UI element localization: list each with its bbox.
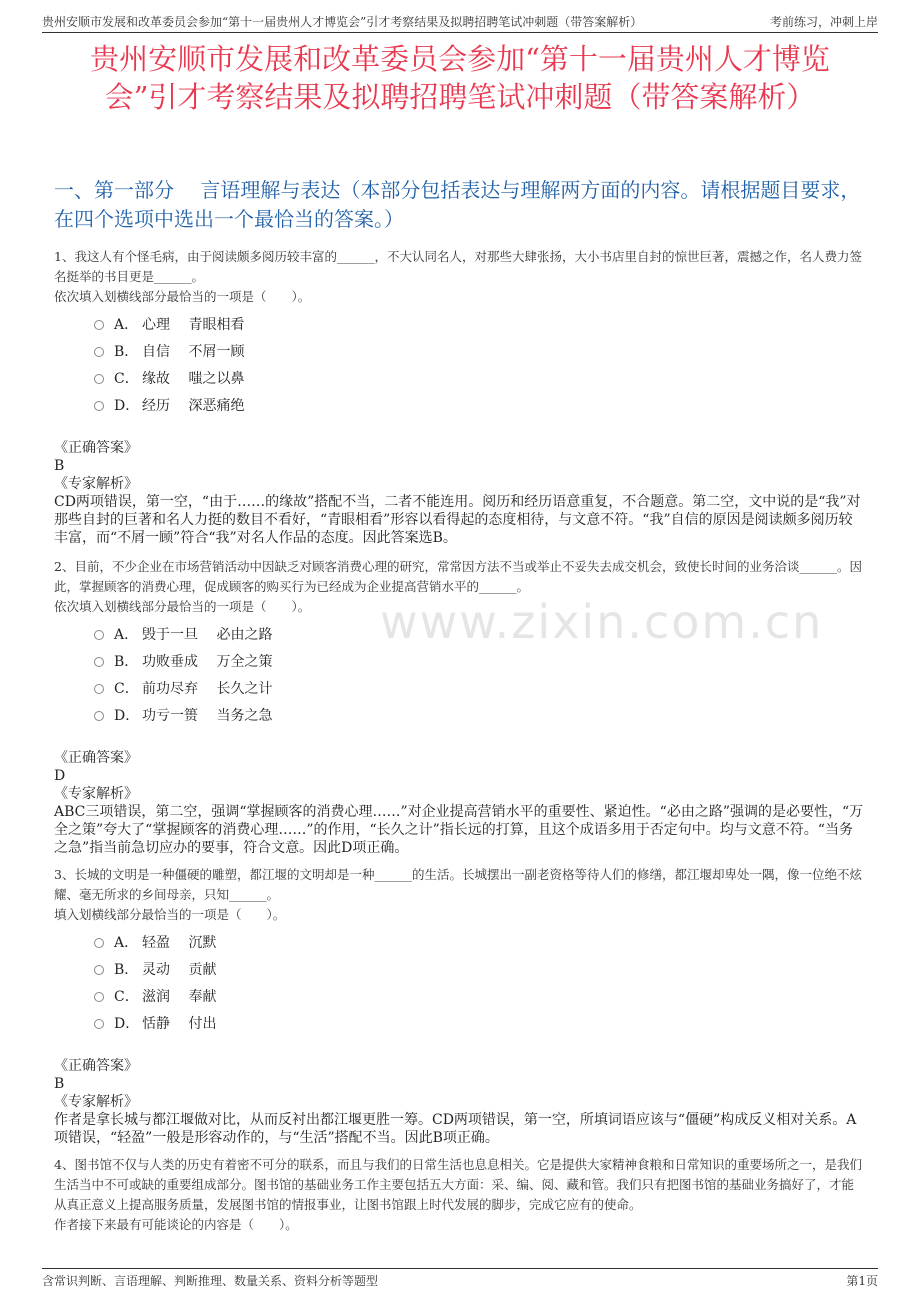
option-text: 经历 深恶痛绝 <box>142 397 245 414</box>
answer-block <box>54 749 866 857</box>
option-c[interactable] <box>94 675 866 702</box>
option-text: 功败垂成 万全之策 <box>142 653 273 670</box>
radio-icon[interactable] <box>94 1019 104 1029</box>
option-letter: C． <box>114 370 139 387</box>
question-3 <box>54 865 866 1147</box>
answer-label: 《正确答案》 <box>54 440 138 456</box>
answer-label: 《正确答案》 <box>54 750 138 766</box>
page-header <box>42 10 878 33</box>
analysis-text: CD两项错误，第一空，“由于……的缘故”搭配不当，二者不能连用。阅历和经历语意重复，不合题意。第二空，文中说的是“我”对那些自封的巨著和名人力挺的数目不看好，“青眼相看”形容以看得起的态度相待，与文意不符。“我”自信的原因是阅读颇多阅历较丰富，而“不屑一顾”符合“我”对名人作品的态度。因此答案选B。 <box>54 494 861 546</box>
option-text: 恬静 付出 <box>142 1015 217 1032</box>
option-c[interactable] <box>94 983 866 1010</box>
document-title: 贵州安顺市发展和改革委员会参加“第十一届贵州人才博览会”引才考察结果及拟聘招聘笔试冲刺题（带答案解析） <box>90 42 830 114</box>
option-text: 自信 不屑一顾 <box>142 343 245 360</box>
option-letter: A． <box>114 934 139 951</box>
page-number: 第1页 <box>846 1273 878 1288</box>
question-prompt: 填入划横线部分最恰当的一项是（ ）。 <box>54 907 286 922</box>
radio-icon[interactable] <box>94 374 104 384</box>
question-stem: 4、图书馆不仅与人类的历史有着密不可分的联系，而且与我们的日常生活也息息相关。它是提供大家精神食粮和日常知识的重要场所之一，是我们生活当中不可或缺的重要组成部分。图书馆的基础业务工作主要包括五大方面：采、编、阅、藏和管。我们只有把图书馆的基础业务搞好了，才能从真正意义上提高服务质量，发展图书馆的情报事业，让图书馆跟上时代发展的脚步，完成它应有的使命。 <box>54 1157 862 1212</box>
option-d[interactable] <box>94 1010 866 1037</box>
option-text: 前功尽弃 长久之计 <box>142 680 273 697</box>
watermark: www.zixin.com.cn <box>380 595 824 649</box>
radio-icon[interactable] <box>94 401 104 411</box>
section-heading: 一、第一部分 言语理解与表达（本部分包括表达与理解两方面的内容。请根据题目要求，在四个选项中选出一个最恰当的答案。） <box>54 178 861 231</box>
radio-icon[interactable] <box>94 938 104 948</box>
analysis-label: 《专家解析》 <box>54 786 138 802</box>
option-letter: B． <box>114 653 139 670</box>
option-letter: A． <box>114 626 139 643</box>
radio-icon[interactable] <box>94 684 104 694</box>
question-prompt: 作者接下来最有可能谈论的内容是（ ）。 <box>54 1217 298 1232</box>
option-text: 缘故 嗤之以鼻 <box>142 370 245 387</box>
option-text: 灵动 贡献 <box>142 961 217 978</box>
option-letter: D． <box>114 397 140 414</box>
question-stem: 3、长城的文明是一种僵硬的雕塑，都江堰的文明却是一种______的生活。长城摆出一副老资格等待人们的修缮，都江堰却卑处一隅，像一位绝不炫耀、毫无所求的乡间母亲，只知______。 <box>54 867 862 902</box>
answer-label: 《正确答案》 <box>54 1058 138 1074</box>
option-letter: D． <box>114 707 140 724</box>
option-letter: C． <box>114 680 139 697</box>
question-prompt: 依次填入划横线部分最恰当的一项是（ ）。 <box>54 289 311 304</box>
option-a[interactable] <box>94 621 866 648</box>
option-text: 轻盈 沉默 <box>142 934 217 951</box>
question-4 <box>54 1155 866 1235</box>
analysis-text: ABC三项错误，第二空，强调“掌握顾客的消费心理……”对企业提高营销水平的重要性、紧迫性。“必由之路”强调的是必要性，“万全之策”夸大了“掌握顾客的消费心理……”的作用，“长久之计”指长远的打算，且这个成语多用于否定句中。均与文意不符。“当务之急”指当前急切应办的要事，符合文意。因此D项正确。 <box>54 804 864 856</box>
radio-icon[interactable] <box>94 711 104 721</box>
option-text: 滋润 奉献 <box>142 988 217 1005</box>
option-d[interactable] <box>94 702 866 729</box>
option-c[interactable] <box>94 365 866 392</box>
page-footer <box>42 1268 878 1291</box>
option-list <box>54 311 866 419</box>
option-letter: D． <box>114 1015 140 1032</box>
option-text: 心理 青眼相看 <box>142 316 245 333</box>
option-letter: B． <box>114 343 139 360</box>
answer-value: B <box>54 458 65 474</box>
option-text: 功亏一篑 当务之急 <box>142 707 273 724</box>
analysis-text: 作者是拿长城与都江堰做对比，从而反衬出都江堰更胜一筹。CD两项错误，第一空，所填词语应该与“僵硬”构成反义相对关系。A项错误，“轻盈”一般是形容动作的，与“生活”搭配不当。因此B项正确。 <box>54 1112 857 1146</box>
answer-value: D <box>54 768 66 784</box>
question-stem: 1、我这人有个怪毛病，由于阅读颇多阅历较丰富的______，不大认同名人，对那些大肆张扬，大小书店里自封的惊世巨著，震撼之作，名人费力签名挺举的书目更是______。 <box>54 249 862 284</box>
footer-topics: 含常识判断、言语理解、判断推理、数量关系、资料分析等题型 <box>42 1273 379 1288</box>
question-stem: 2、目前，不少企业在市场营销活动中因缺乏对顾客消费心理的研究，常常因方法不当或举止不妥失去成交机会，致使长时间的业务洽谈______。因此，掌握顾客的消费心理，促成顾客的购买行为已经成为企业提高营销水平的______。 <box>54 559 862 594</box>
radio-icon[interactable] <box>94 320 104 330</box>
answer-block <box>54 1057 866 1147</box>
answer-value: B <box>54 1076 65 1092</box>
option-b[interactable] <box>94 956 866 983</box>
option-b[interactable] <box>94 648 866 675</box>
radio-icon[interactable] <box>94 992 104 1002</box>
option-a[interactable] <box>94 311 866 338</box>
option-list <box>54 621 866 729</box>
radio-icon[interactable] <box>94 347 104 357</box>
option-letter: C． <box>114 988 139 1005</box>
option-letter: B． <box>114 961 139 978</box>
radio-icon[interactable] <box>94 657 104 667</box>
option-text: 毁于一旦 必由之路 <box>142 626 273 643</box>
header-slogan: 考前练习，冲刺上岸 <box>769 14 878 29</box>
radio-icon[interactable] <box>94 630 104 640</box>
question-prompt: 依次填入划横线部分最恰当的一项是（ ）。 <box>54 599 311 614</box>
radio-icon[interactable] <box>94 965 104 975</box>
question-2 <box>54 557 866 857</box>
option-d[interactable] <box>94 392 866 419</box>
question-1 <box>54 247 866 547</box>
option-list <box>54 929 866 1037</box>
option-a[interactable] <box>94 929 866 956</box>
answer-block <box>54 439 866 547</box>
option-letter: A． <box>114 316 139 333</box>
analysis-label: 《专家解析》 <box>54 476 138 492</box>
analysis-label: 《专家解析》 <box>54 1094 138 1110</box>
option-b[interactable] <box>94 338 866 365</box>
header-doc-title: 贵州安顺市发展和改革委员会参加“第十一届贵州人才博览会”引才考察结果及拟聘招聘笔试冲刺题（带答案解析） <box>42 14 643 29</box>
